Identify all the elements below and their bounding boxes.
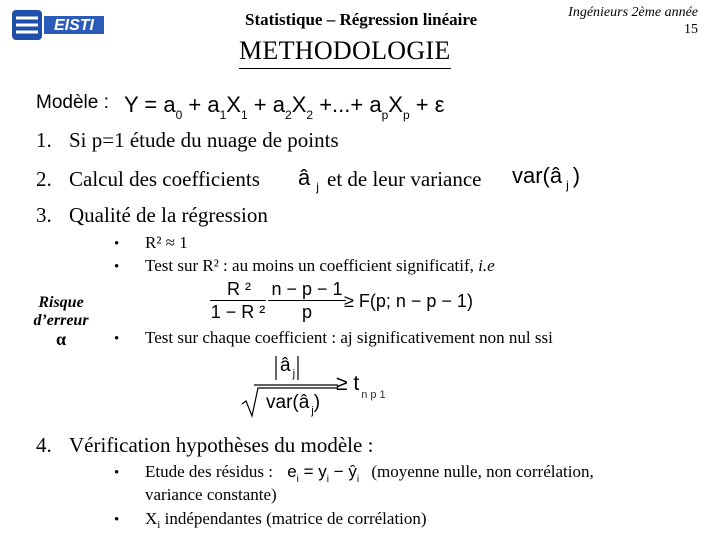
eisti-logo [10,8,106,42]
risk-line1: Risque [38,294,84,311]
frac-line [210,300,266,301]
resid-e: e [287,462,297,481]
list-item-4 [36,433,373,458]
var-close: ) [572,163,581,188]
t-den-close: ) [313,392,321,413]
sub-i: i [356,474,360,485]
list-item-3 [36,203,268,228]
model-label: Modèle : [36,92,109,113]
risk-line2: d’erreur [33,312,89,329]
bullet-text: indépendantes (matrice de corrélation) [160,509,427,528]
t-num [280,355,296,380]
item-text: Qualité de la régression [69,203,268,227]
formula-term: + a [188,92,220,117]
xi-x: X [145,509,158,528]
sub-i: i [296,474,299,485]
ahat: â [298,165,311,190]
t-rhs [336,372,386,401]
header-title: Statistique – Régression linéaire [245,10,478,29]
bullet-marker: • [114,512,120,528]
bullet-text: (moyenne nulle, non corrélation, [371,462,594,481]
bullet-italic: i.e [478,256,495,275]
t-num-ahat: â [280,355,291,376]
formula-term: + a [253,92,285,117]
f-num-right: n − p − 1 [271,279,343,299]
f-num-left: R ² [227,279,251,299]
bullet-coef-test: Test sur chaque coefficient : aj significativement non nul ssi [145,328,553,347]
formula-sub: p [402,108,410,122]
bullet-marker: • [114,331,120,347]
variance-symbol [512,163,581,192]
var-open: var(â [512,163,563,188]
residual-formula [287,462,360,485]
t-den [266,392,321,417]
item-number: 3. [36,203,52,227]
header-right [568,4,698,38]
formula-x: X [226,92,241,117]
bullet-marker: • [114,465,120,481]
coef-symbol [298,165,319,194]
model-formula [124,92,445,122]
f-den-right: p [301,302,312,322]
bullet-r2: R² ≈ 1 [145,233,188,252]
formula-sub: 2 [285,108,292,122]
sub-i: i [157,519,161,531]
f-rhs: ≥ F(p; n − p − 1) [344,291,473,311]
slide-title-text: METHODOLOGIE [239,36,451,65]
risk-label [18,294,104,348]
sub-j: j [316,180,319,194]
eisti-logo-graphic [10,8,106,42]
t-rhs-text: ≥ t [336,372,360,395]
sub-j: j [566,178,569,192]
t-den-var: var(â [266,392,310,413]
item-number: 4. [36,433,52,457]
formula-x: X [291,92,307,117]
formula-y: Y = a [124,92,176,117]
item-number: 2. [36,167,52,191]
sub-i: i [326,474,330,485]
formula-sub: 1 [219,108,227,122]
bullet-marker: • [114,259,120,275]
t-rhs-sub: n p 1 [361,389,386,401]
item-number: 1. [36,128,52,152]
bullet-r2-test [145,256,495,276]
bullet-text: Test sur R² : au moins un coefficient significatif, [145,256,479,275]
formula-term: +...+ a [319,92,382,117]
formula-sub: 1 [240,108,248,122]
title-underline [239,68,451,69]
formula-sub: 0 [175,108,183,122]
item-text: Si p=1 étude du nuage de points [69,128,339,152]
formula-x: X [388,92,403,117]
formula-sub: 2 [306,108,314,122]
item-text: Vérification hypothèses du modèle : [69,433,374,457]
list-item-2 [36,167,260,192]
sub-j: j [292,368,296,380]
school-year: Ingénieurs 2ème année [568,5,698,20]
bullet-marker: • [114,236,120,252]
page-number: 15 [684,22,698,37]
bullet-xi [145,509,427,529]
list-item-1 [36,128,339,153]
f-den-left: 1 − R ² [210,302,266,322]
frac-line [268,300,346,301]
bullet-residuals [145,462,594,485]
resid-y: = y [298,462,327,481]
bullet-text: Etude des résidus : [145,462,273,481]
bullet-residuals-cont: variance constante) [145,485,277,504]
formula-epsilon: + ε [415,92,445,117]
alpha-symbol: α [55,329,67,349]
logo-text: EISTI [53,17,95,34]
sub-j: j [311,405,314,417]
formula-sub: p [381,108,389,122]
item-text: Calcul des coefficients [69,167,260,191]
resid-yhat: − ŷ [329,462,357,481]
slide-title [239,36,451,66]
item-text-variance: et de leur variance [327,167,482,191]
